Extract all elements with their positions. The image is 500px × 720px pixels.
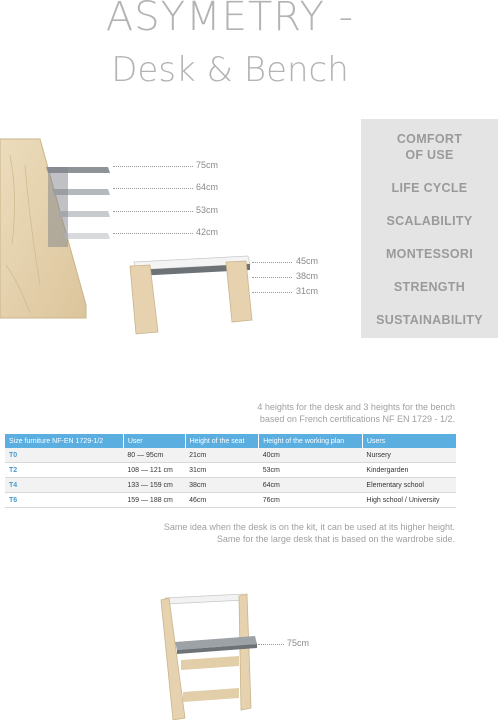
kit-note-line2: Same for the large desk that is based on the wardrobe side. [216,534,455,544]
cell-user: 133 — 159 cm [123,478,185,493]
header-seat-height: Height of the seat [185,434,259,448]
cell-users: Nursery [362,448,456,463]
heights-note-line1: 4 heights for the desk and 3 heights for the bench [257,402,455,412]
desk-height-75: 75cm [196,160,219,170]
desk-height-53: 53cm [196,205,219,215]
size-table [5,434,456,508]
bench-illustration [128,252,258,338]
cell-seat-height: 31cm [185,463,259,478]
kit-note [164,521,455,545]
dimension-line [113,211,193,212]
feature-sustainability: SUSTAINABILITY [376,313,483,327]
table-row [5,493,456,508]
cell-plan-height: 64cm [259,478,363,493]
desk-height-42: 42cm [196,227,219,237]
cell-seat-height: 46cm [185,493,259,508]
cell-size: T4 [5,478,123,493]
cell-plan-height: 40cm [259,448,363,463]
feature-scalability: SCALABILITY [386,214,473,228]
table-header-row [5,434,456,448]
heights-note-line2: based on French certifications NF EN 1729 - 1/2. [259,414,455,424]
cell-size: T0 [5,448,123,463]
feature-strength: STRENGTH [393,280,466,294]
cell-plan-height: 53cm [259,463,363,478]
desk-illustration [0,135,115,325]
wardrobe-desk-height: 75cm [287,638,310,648]
cell-user: 80 — 95cm [123,448,185,463]
page-subtitle: Desk & Bench [111,50,349,90]
desk-height-64: 64cm [196,182,219,192]
header-working-plan-height: Height of the working plan [259,434,363,448]
dimension-line [113,166,193,167]
cell-seat-height: 38cm [185,478,259,493]
table-row [5,478,456,493]
cell-user: 108 — 121 cm [123,463,185,478]
table-row [5,463,456,478]
dimension-line [113,188,193,189]
page-title: ASYMETRY - [105,0,355,40]
cell-user: 159 — 188 cm [123,493,185,508]
features-panel [361,119,498,338]
dimension-line [252,262,292,263]
cell-plan-height: 76cm [259,493,363,508]
dimension-line [252,292,292,293]
cell-users: Kindergarden [362,463,456,478]
cell-users: High school / University [362,493,456,508]
header-users: Users [362,434,456,448]
feature-life-cycle: LIFE CYCLE [391,181,468,195]
feature-comfort: COMFORT OF USE [396,132,463,162]
dimension-line [252,277,292,278]
cell-size: T6 [5,493,123,508]
header-size: Size furniture NF-EN 1729-1/2 [5,434,123,448]
bench-height-45: 45cm [296,256,319,266]
table-row [5,448,456,463]
cell-users: Elementary school [362,478,456,493]
dimension-line [258,644,284,645]
feature-montessori: MONTESSORI [385,247,474,261]
cell-size: T2 [5,463,123,478]
bench-height-31: 31cm [296,286,319,296]
bench-height-38: 38cm [296,271,319,281]
dimension-line [113,233,193,234]
kit-note-line1: Same idea when the desk is on the kit, it can be used at its higher height. [163,522,455,532]
cell-seat-height: 21cm [185,448,259,463]
heights-note [257,401,455,425]
wardrobe-desk-illustration [155,590,265,720]
header-user: User [123,434,185,448]
